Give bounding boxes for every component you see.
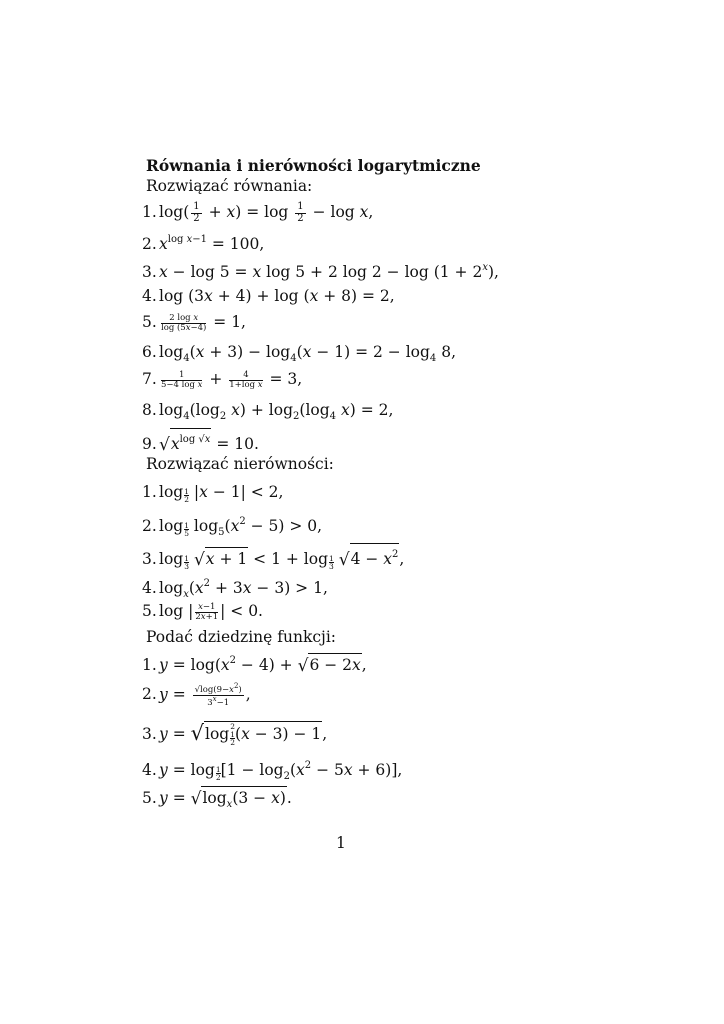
- equation-1: 1. log( $\frac{1}{2}$ + x) = log $\frac{1}{2}$ − log x,: [142, 201, 374, 224]
- domain-1: 1. $y = \log(x^2 - 4) + √6 - 2x$,: [142, 655, 367, 676]
- equation-8: 8. $\log_4(\log_2$ $x) + \log_2(\log_4$ x) = 2,: [142, 401, 394, 422]
- section-equations-heading: Rozwiązać równania:: [146, 177, 313, 195]
- domain-2: 2. y = $\frac{√\log(9-x^2)}{3^x-1}$ ,: [142, 682, 251, 708]
- domain-4: 4. y = log $\frac{1}{2}$ $[1 - \log_2(x^2 - 5x + 6)]$,: [142, 760, 403, 782]
- inequality-3: 3. log $\frac{1}{3}$ √x + 1 < 1 + log $\frac{1}{3}$ $√4 - x^2$,: [142, 543, 404, 571]
- equation-5: 5. $\frac{\text{2 log x}}{\log (5x-4)}$ = 1,: [142, 312, 246, 333]
- inequality-2: 2. log $\frac{1}{5}$ $\log_5(x^2 - 5) > 0$,: [142, 516, 323, 538]
- section-inequalities-heading: Rozwiązać nierówności:: [146, 455, 334, 473]
- equation-4: 4. log (3x + 4) + log (x + 8) = 2,: [142, 287, 395, 305]
- equation-6: 6. $\log_4(x + 3) - \log_4(x - 1) = 2 - \log_4 8$,: [142, 343, 457, 364]
- domain-5: 5. $y = √\log_x(3 - x)$.: [142, 786, 292, 815]
- equation-3: 3. x − log 5 = x log 5 + 2 $\log 2 - \log (1 + 2^x)$,: [142, 262, 499, 281]
- page-number: 1: [336, 834, 346, 852]
- equation-9: 9. $√x^{log √x} = 10$.: [142, 428, 259, 455]
- inequality-5: 5. log | $\frac{x-1}{2x+1}$ | < 0.: [142, 601, 263, 622]
- equation-7: 7. $\frac{1}{\text{5−4 log x}}$ + $\frac{4}{\text{1+log x}}$ = 3,: [142, 369, 303, 390]
- section-domain-heading: Podać dziedzinę funkcji:: [146, 628, 337, 646]
- inequality-1: 1. log $\frac{1}{2}$ |x − 1| < 2,: [142, 483, 284, 504]
- document-title: Równania i nierówności logarytmiczne: [146, 156, 481, 175]
- equation-2: 2. $x^{log x-1} = 100$,: [142, 234, 265, 253]
- domain-3: 3. y = √log 2 1 2 (x − 3) − 1,: [142, 721, 328, 747]
- inequality-4: 4. $\log_x(x^2 + 3x - 3) > 1$,: [142, 578, 328, 600]
